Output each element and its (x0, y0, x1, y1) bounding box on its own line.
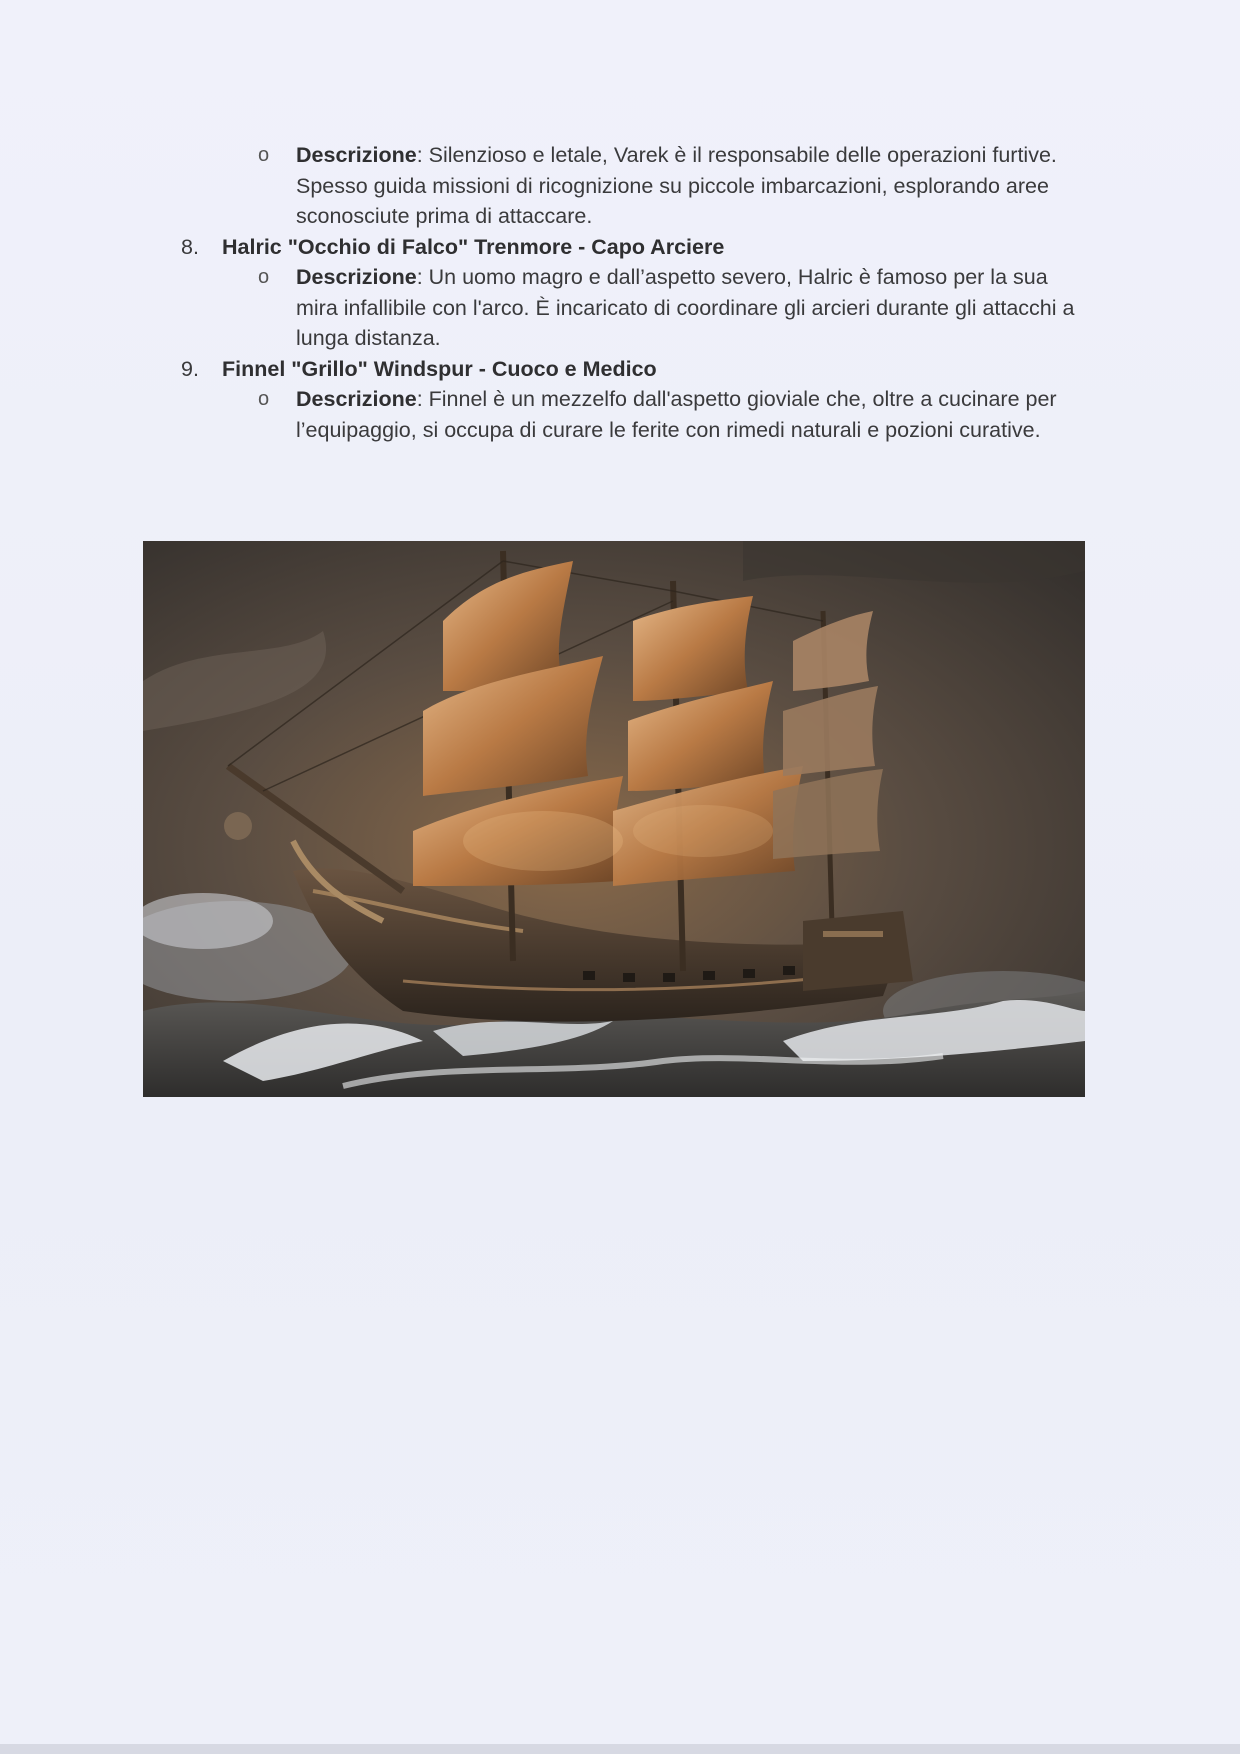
list-item-halric (0, 232, 1240, 263)
description-label: Descrizione (296, 387, 417, 411)
list-item-description-halric (0, 262, 1240, 354)
crew-list (0, 140, 1240, 445)
bullet-icon: o (258, 388, 270, 410)
description-label: Descrizione (296, 143, 417, 167)
description-text: : Finnel è un mezzelfo dall'aspetto gioviale che, oltre a cucinare per l’equipaggio, si occupa di curare le ferite con rimedi naturali e pozioni curative. (296, 387, 1057, 442)
description-text: : Silenzioso e letale, Varek è il responsabile delle operazioni furtive. Spesso guida missioni di ricognizione su piccole imbarcazioni, esplorando aree sconosciute prima di attaccare. (296, 143, 1057, 228)
item-number: 9. (181, 356, 199, 381)
bullet-icon: o (258, 266, 270, 288)
item-number: 8. (181, 234, 199, 259)
ship-illustration (143, 541, 1085, 1097)
list-item-description-finnel (0, 384, 1240, 445)
bullet-icon: o (258, 144, 270, 166)
item-title: Halric "Occhio di Falco" Trenmore - Capo Arciere (222, 234, 725, 259)
galleon-in-storm-image (143, 541, 1085, 1097)
list-item-description-varek (0, 140, 1240, 232)
description-text: : Un uomo magro e dall’aspetto severo, Halric è famoso per la sua mira infallibile con l'arco. È incaricato di coordinare gli arcieri durante gli attacchi a lunga distanza. (296, 265, 1075, 350)
description-label: Descrizione (296, 265, 417, 289)
list-item-finnel (0, 354, 1240, 385)
scan-edge (0, 1744, 1240, 1754)
item-title: Finnel "Grillo" Windspur - Cuoco e Medico (222, 356, 657, 381)
